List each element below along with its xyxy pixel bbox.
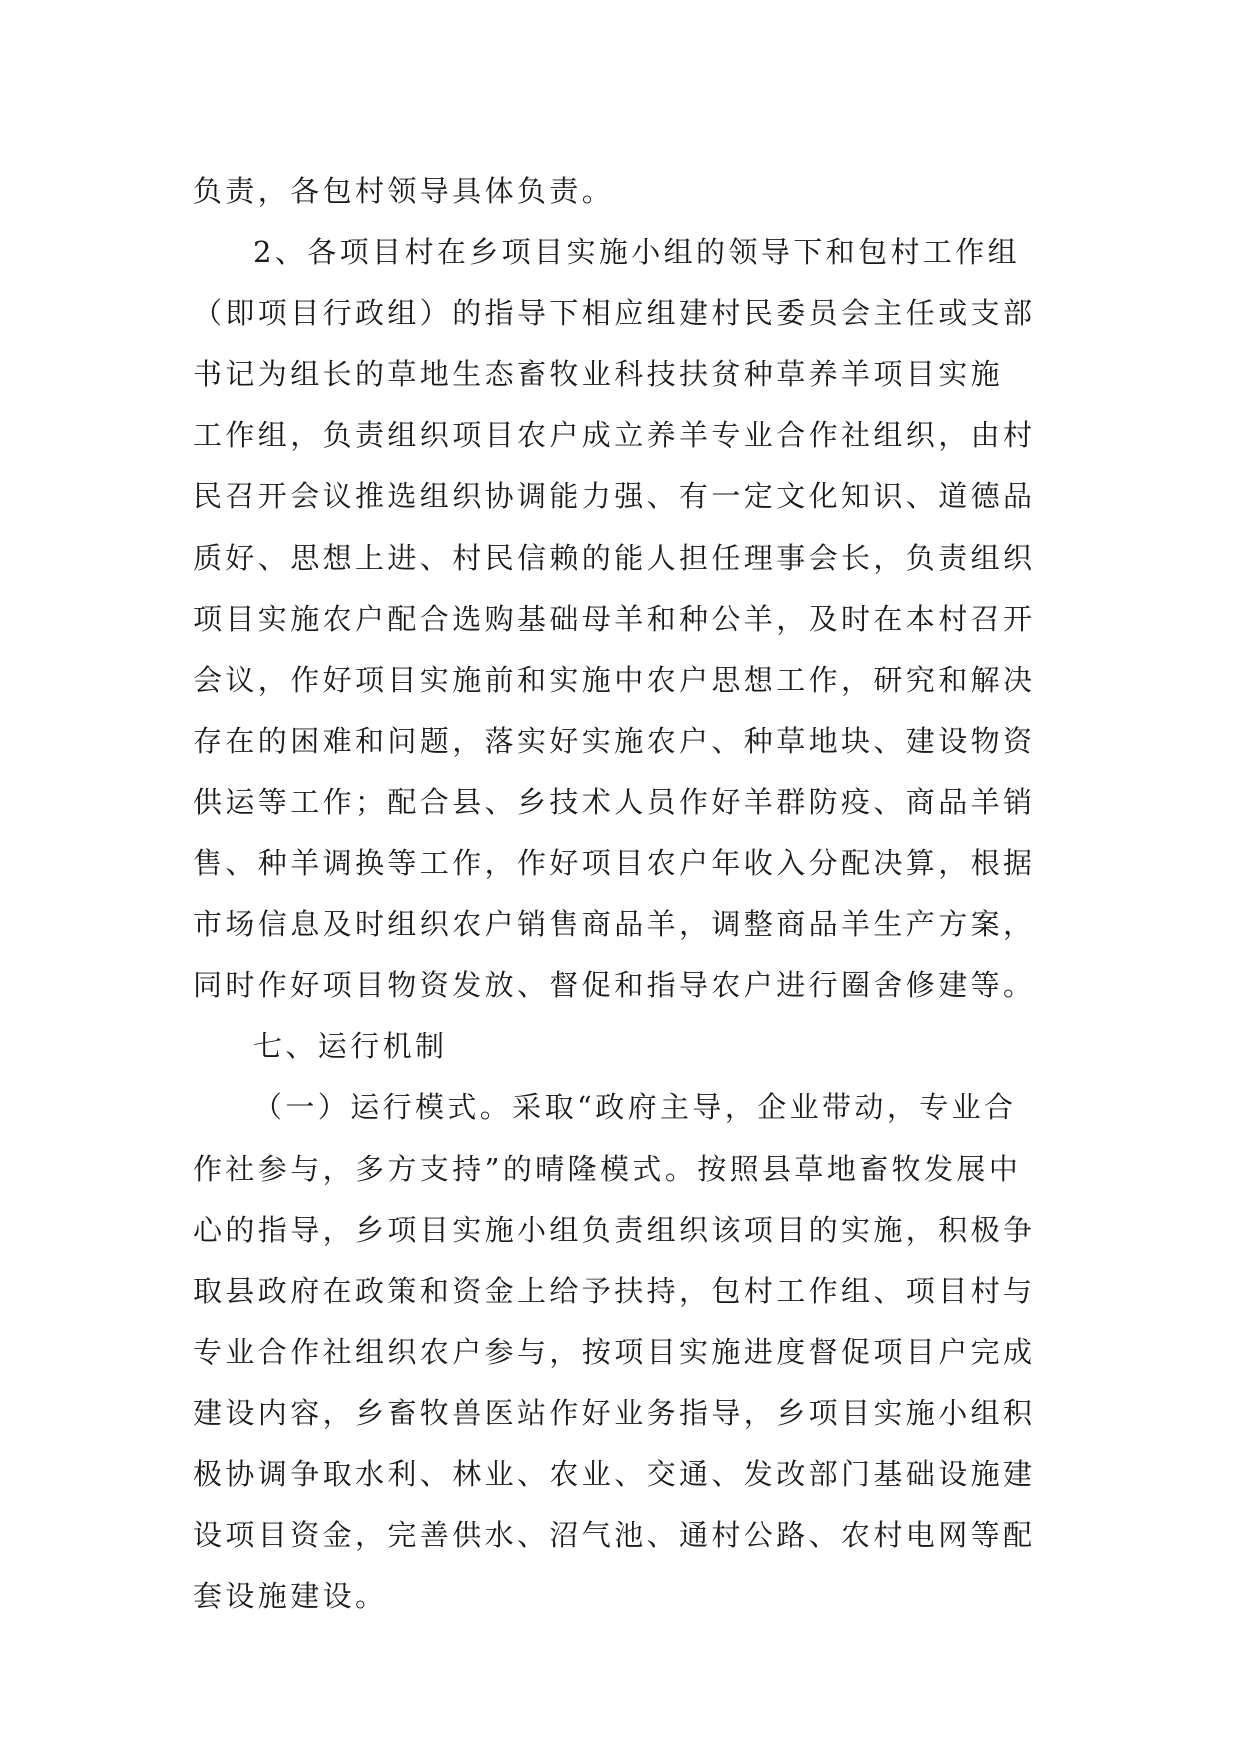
paragraph-line: 会议，作好项目实施前和实施中农户思想工作，研究和解决 — [193, 662, 1036, 697]
paragraph-line: （一）运行模式。采取“政府主导，企业带动，专业合 — [253, 1090, 1017, 1125]
paragraph-line: 设项目资金，完善供水、沼气池、通村公路、农村电网等配 — [193, 1518, 1036, 1553]
paragraph-line: 书记为组长的草地生态畜牧业科技扶贫种草养羊项目实施 — [193, 357, 1004, 392]
document-body — [193, 161, 1063, 1627]
paragraph-line: 专业合作社组织农户参与，按项目实施进度督促项目户完成 — [193, 1334, 1036, 1369]
paragraph-line: 作社参与，多方支持”的晴隆模式。按照县草地畜牧发展中 — [193, 1151, 1022, 1186]
paragraph-line: 套设施建设。 — [193, 1579, 388, 1614]
section-heading: 七、运行机制 — [253, 1029, 448, 1064]
paragraph-line: 售、种羊调换等工作，作好项目农户年收入分配决算，根据 — [193, 846, 1036, 881]
paragraph-line: 存在的困难和问题，落实好实施农户、种草地块、建设物资 — [193, 723, 1036, 758]
paragraph-line: 心的指导，乡项目实施小组负责组织该项目的实施，积极争 — [193, 1212, 1036, 1247]
paragraph-line: 供运等工作；配合县、乡技术人员作好羊群防疫、商品羊销 — [193, 784, 1036, 819]
paragraph-line: 质好、思想上进、村民信赖的能人担任理事会长，负责组织 — [193, 540, 1036, 575]
paragraph-line: 极协调争取水利、林业、农业、交通、发改部门基础设施建 — [193, 1456, 1036, 1491]
paragraph-line: （即项目行政组）的指导下相应组建村民委员会主任或支部 — [193, 296, 1036, 331]
paragraph-line: 工作组，负责组织项目农户成立养羊专业合作社组织，由村 — [193, 418, 1036, 453]
paragraph-line: 负责，各包村领导具体负责。 — [193, 174, 615, 208]
paragraph-line: 同时作好项目物资发放、督促和指导农户进行圈舍修建等。 — [193, 968, 1036, 1003]
paragraph-line: 取县政府在政策和资金上给予扶持，包村工作组、项目村与 — [193, 1273, 1036, 1308]
paragraph-line: 民召开会议推选组织协调能力强、有一定文化知识、道德品 — [193, 479, 1036, 514]
paragraph-line: 市场信息及时组织农户销售商品羊，调整商品羊生产方案， — [193, 907, 1036, 942]
paragraph-line: 项目实施农户配合选购基础母羊和种公羊，及时在本村召开 — [193, 601, 1036, 636]
paragraph-line: 建设内容，乡畜牧兽医站作好业务指导，乡项目实施小组积 — [193, 1395, 1036, 1430]
paragraph-line: 2、各项目村在乡项目实施小组的领导下和包村工作组 — [253, 235, 1021, 270]
